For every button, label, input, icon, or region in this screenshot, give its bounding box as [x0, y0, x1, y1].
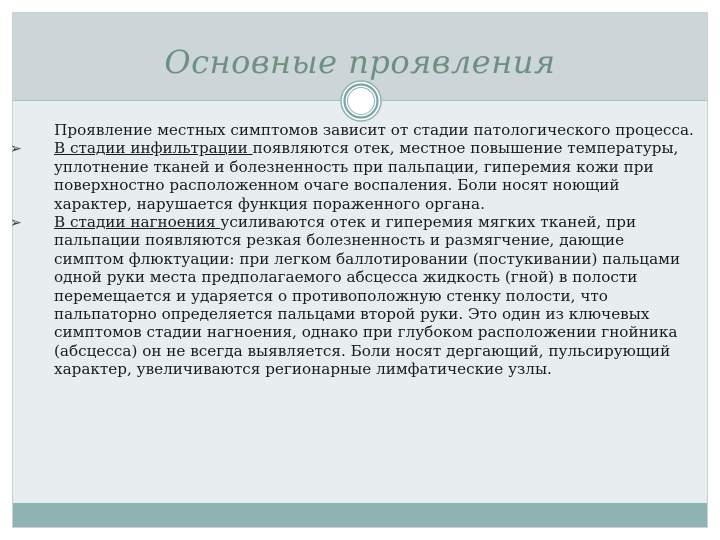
- bullet-infiltration: [10, 139, 694, 213]
- footer-bar: [13, 503, 707, 527]
- bullet-heading: В стадии нагноения: [54, 213, 221, 232]
- bullet-suppuration: [10, 213, 694, 379]
- arrow-bullet-icon: ➢: [10, 141, 22, 158]
- bullet-text: появляются отек, местное повышение температуры, уплотнение тканей и болезненность при пальпации, гиперемия кожи при поверхностно расположенном очаге воспаления. Боли носят ноющий характер, нарушается функция пораженного органа.: [54, 139, 679, 213]
- arrow-bullet-icon: ➢: [10, 215, 22, 232]
- slide-title: Основные проявления: [164, 43, 556, 81]
- circle-ornament-icon: [339, 79, 383, 123]
- slide-content: [10, 121, 694, 379]
- bullet-heading: В стадии инфильтрации: [54, 139, 253, 158]
- intro-paragraph: Проявление местных симптомов зависит от стадии патологического процесса.: [54, 121, 694, 139]
- bullet-text: усиливаются отек и гиперемия мягких тканей, при пальпации появляются резкая болезненность и размягчение, дающие симптом флюктуации: при легком баллотировании (постукивании) пальцами одной руки места предполагаемого абсцесса жидкость (гной) в полости перемещается и ударяется о противоположную стенку полости, что пальпаторно определяется пальцами второй руки. Это один из ключевых симптомов стадии нагноения, однако при глубоком расположении гнойника (абсцесса) он не всегда выявляется. Боли носят дергающий, пульсирующий характер, увеличиваются регионарные лимфатические узлы.: [54, 213, 681, 379]
